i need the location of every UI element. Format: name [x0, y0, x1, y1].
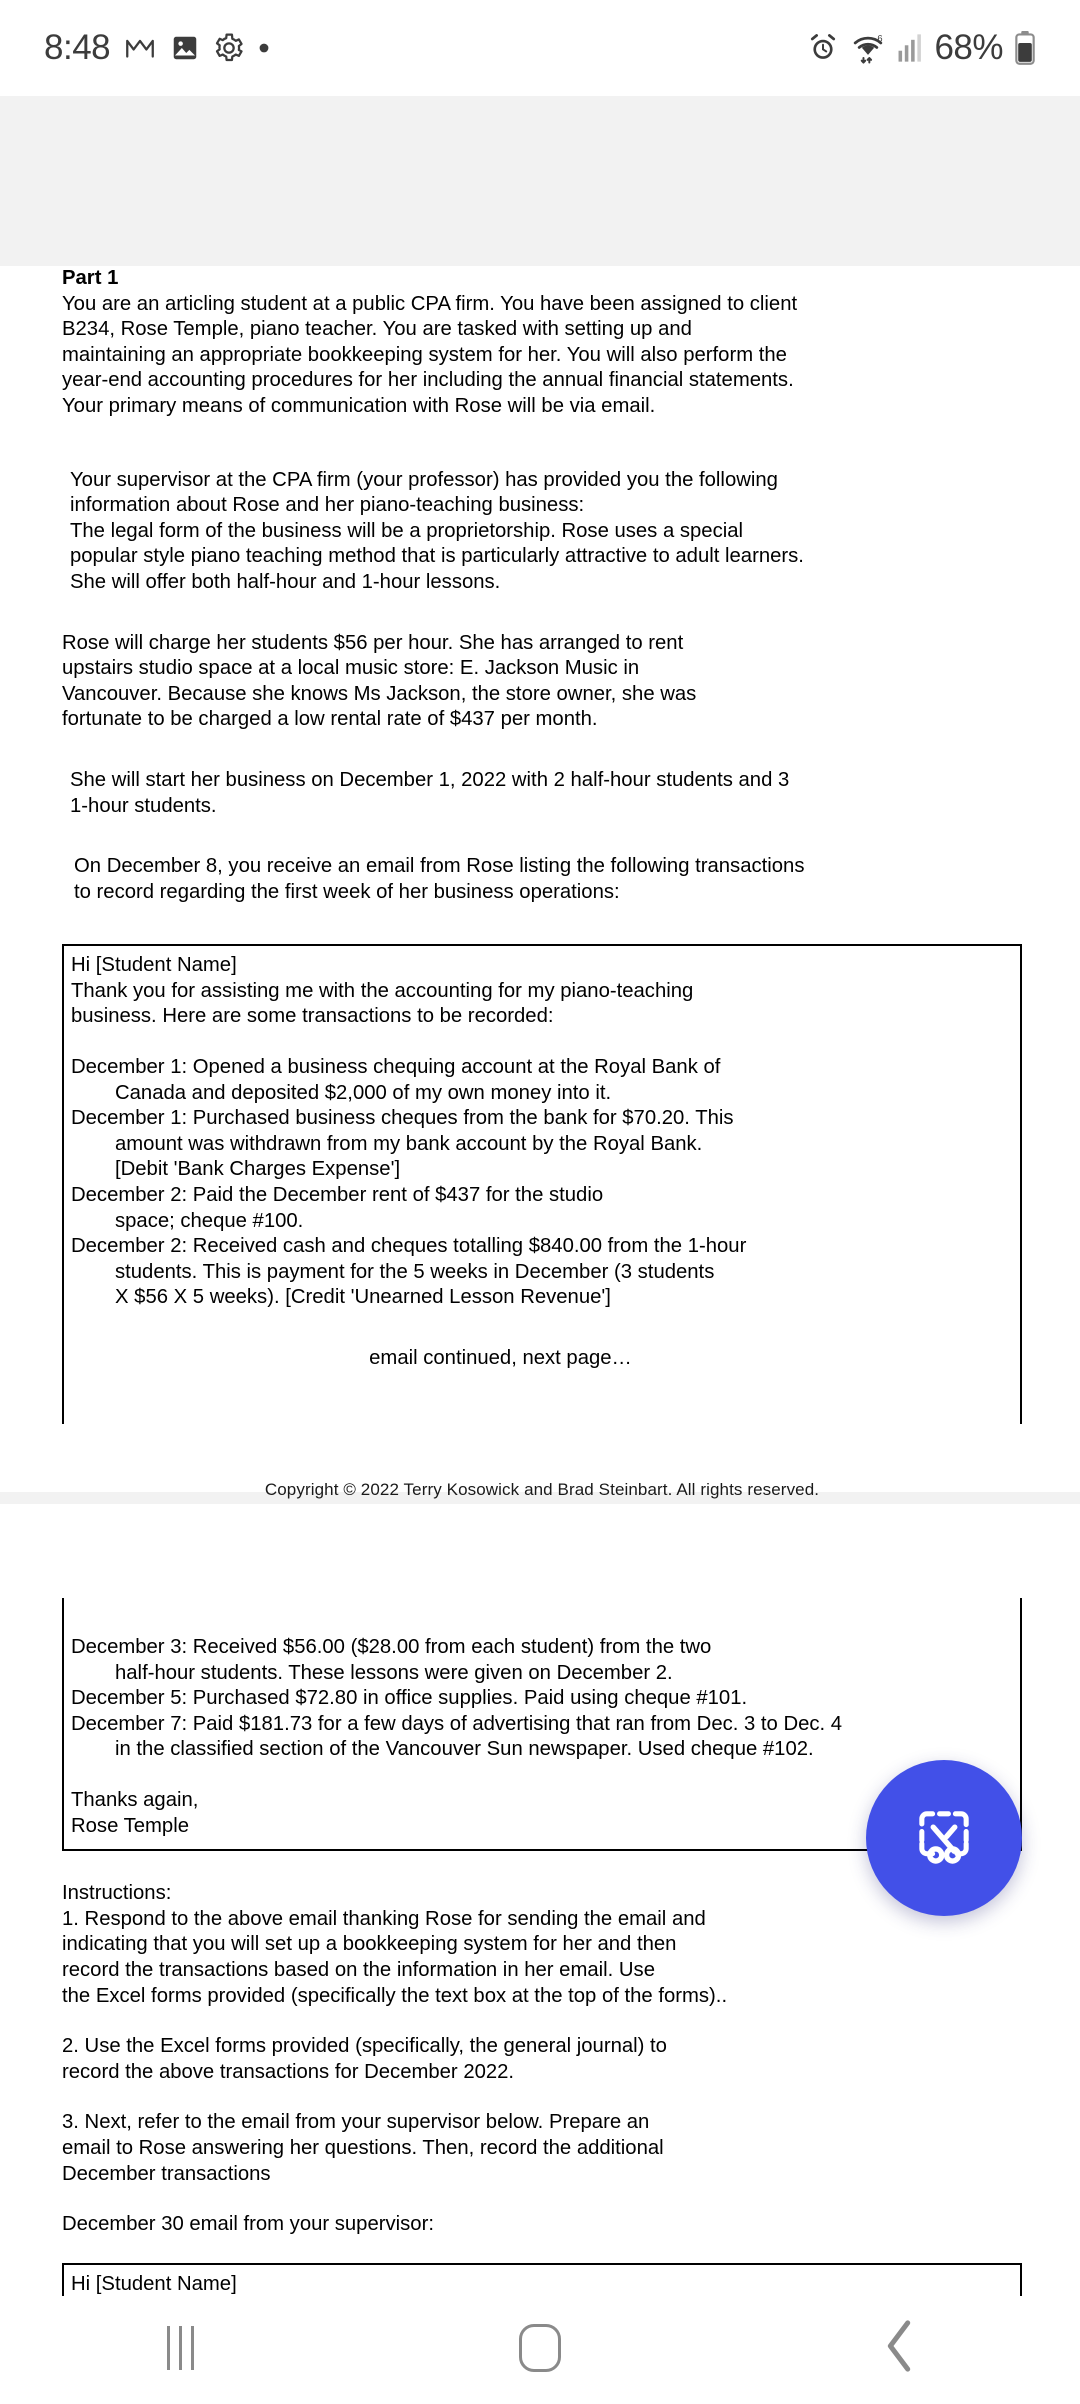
email-intro-line: to record regarding the first week of her business operations: [74, 880, 620, 903]
supervisor-line: information about Rose and her piano-teaching business: [70, 494, 585, 517]
spacer [71, 1030, 1010, 1055]
transaction-cont: space; cheque #100. [115, 1209, 304, 1232]
supervisor-line: Your supervisor at the CPA firm (your professor) has provided you the following [70, 468, 778, 491]
spacer [71, 1763, 1010, 1788]
email-intro-paragraph [62, 854, 1022, 905]
transaction-cont: X $56 X 5 weeks). [Credit 'Unearned Lesson Revenue'] [115, 1286, 611, 1309]
transaction-item [71, 1055, 1010, 1106]
home-button[interactable] [360, 2296, 720, 2400]
intro-line: Your primary means of communication with Rose will be via email. [62, 394, 656, 417]
svg-text:6: 6 [877, 33, 883, 44]
instruction-line: December transactions [62, 2162, 271, 2185]
supervisor-email-label: December 30 email from your supervisor: [62, 2213, 434, 2236]
instruction-line: email to Rose answering her questions. Then, record the additional [62, 2136, 664, 2159]
spacer [62, 905, 1022, 940]
start-line: She will start her business on December 1, 2022 with 2 half-hour students and 3 [70, 768, 790, 791]
spacer [62, 420, 1022, 468]
instruction-line: record the transactions based on the information in her email. Use [62, 1958, 655, 1981]
rates-line: Vancouver. Because she knows Ms Jackson, the store owner, she was [62, 682, 697, 705]
rates-paragraph [62, 631, 1022, 733]
android-navigation-bar [0, 2296, 1080, 2400]
spacer [62, 2238, 1022, 2263]
spacer [62, 2187, 1022, 2212]
transaction-lead: December 3: Received $56.00 ($28.00 from each student) from the two [71, 1636, 712, 1658]
start-date-paragraph [62, 768, 1022, 819]
dot-indicator-icon [258, 42, 270, 54]
instruction-item-3 [62, 2110, 1022, 2187]
back-button[interactable] [720, 2296, 1080, 2400]
wifi-6-icon [850, 32, 886, 64]
screenshot-crop-button[interactable] [866, 1760, 1022, 1916]
intro-line: year-end accounting procedures for her including the annual financial statements. [62, 369, 794, 392]
email-signoff-line: Rose Temple [71, 1814, 189, 1837]
supervisor-paragraph [62, 468, 1022, 596]
transaction-lead: December 2: Received cash and cheques totalling $840.00 from the 1-hour [71, 1235, 747, 1258]
transaction-lead: December 7: Paid $181.73 for a few days of advertising that ran from Dec. 3 to Dec. 4 [71, 1712, 843, 1735]
transaction-lead: December 5: Purchased $72.80 in office supplies. Paid using cheque #101. [71, 1687, 748, 1710]
spacer [62, 2085, 1022, 2110]
status-bar-left [44, 28, 270, 68]
transaction-item [71, 1686, 1010, 1712]
back-chevron-icon [879, 2319, 921, 2378]
supervisor-line: She will offer both half-hour and 1-hour lessons. [70, 570, 501, 593]
alarm-icon [807, 32, 839, 64]
supervisor-email-greeting: Hi [Student Name] [71, 2272, 237, 2295]
instruction-line: 1. Respond to the above email thanking Rose for sending the email and [62, 1907, 706, 1930]
scissors-crop-icon [906, 1798, 982, 1879]
transaction-item [71, 1712, 1010, 1763]
transaction-item [71, 1635, 1010, 1686]
transaction-cont: in the classified section of the Vancouver Sun newspaper. Used cheque #102. [115, 1738, 814, 1761]
instruction-line: 3. Next, refer to the email from your supervisor below. Prepare an [62, 2111, 650, 2134]
intro-line: maintaining an appropriate bookkeeping system for her. You will also perform the [62, 343, 787, 366]
supervisor-line: The legal form of the business will be a proprietorship. Rose uses a special [70, 519, 744, 542]
start-line: 1-hour students. [70, 794, 217, 817]
spacer [62, 819, 1022, 854]
rose-email-box [62, 944, 1022, 1423]
instruction-item-1 [62, 1907, 1022, 2009]
home-icon [519, 2324, 561, 2372]
spacer [71, 1372, 1010, 1414]
rates-line: upstairs studio space at a local music store: E. Jackson Music in [62, 657, 640, 680]
document-page-2 [0, 1504, 1080, 2404]
transaction-cont: half-hour students. These lessons were given on December 2. [115, 1661, 673, 1684]
intro-paragraph [62, 292, 1022, 420]
page-title: Part 1 [62, 267, 119, 289]
copyright-footer: Copyright © 2022 Terry Kosowick and Brad Steinbart. All rights reserved. [264, 1479, 820, 1499]
rates-line: fortunate to be charged a low rental rate of $437 per month. [62, 708, 598, 731]
spacer [62, 2009, 1022, 2034]
transaction-lead: December 1: Opened a business chequing account at the Royal Bank of [71, 1056, 721, 1079]
spacer [71, 1311, 1010, 1346]
recents-icon [167, 2326, 194, 2370]
instruction-line: 2. Use the Excel forms provided (specifically, the general journal) to [62, 2035, 667, 2058]
instructions-heading: Instructions: [62, 1882, 172, 1905]
instruction-line: the Excel forms provided (specifically the text box at the top of the forms).. [62, 1984, 728, 2007]
status-bar [0, 0, 1080, 96]
spacer [62, 596, 1022, 631]
transaction-item [71, 1183, 1010, 1234]
settings-gear-icon [213, 32, 245, 64]
email-opening-line: business. Here are some transactions to be recorded: [71, 1005, 554, 1028]
email-greeting: Hi [Student Name] [71, 954, 237, 977]
document-page-1 [0, 266, 1080, 1499]
email-opening-line: Thank you for assisting me with the accounting for my piano-teaching [71, 979, 694, 1002]
document-scroll-area[interactable] [0, 96, 1080, 2296]
cell-signal-icon [897, 33, 923, 63]
instruction-line: indicating that you will set up a bookkeeping system for her and then [62, 1933, 677, 1956]
battery-percent-label: 68% [934, 28, 1003, 67]
rates-line: Rose will charge her students $56 per hour. She has arranged to rent [62, 631, 684, 654]
transaction-item [71, 1234, 1010, 1311]
transaction-cont: students. This is payment for the 5 weeks in December (3 students [115, 1260, 715, 1283]
transaction-cont: [Debit 'Bank Charges Expense'] [115, 1158, 401, 1181]
transaction-cont: Canada and deposited $2,000 of my own money into it. [115, 1081, 612, 1104]
status-time: 8:48 [44, 28, 111, 67]
supervisor-line: popular style piano teaching method that is particularly attractive to adult learners. [70, 545, 804, 568]
gmail-icon [123, 31, 157, 65]
email-signoff-line: Thanks again, [71, 1788, 199, 1811]
status-bar-right [807, 28, 1036, 68]
spacer [71, 1605, 1010, 1635]
spacer [62, 733, 1022, 768]
email-intro-line: On December 8, you receive an email from Rose listing the following transactions [74, 855, 805, 878]
photos-icon [170, 33, 200, 63]
email-continued-note: email continued, next page… [369, 1347, 632, 1369]
spacer [62, 1424, 1022, 1480]
transaction-lead: December 2: Paid the December rent of $437 for the studio [71, 1184, 604, 1207]
transaction-item [71, 1106, 1010, 1183]
instruction-line: record the above transactions for December 2022. [62, 2060, 515, 2083]
intro-line: You are an articling student at a public CPA firm. You have been assigned to client [62, 292, 798, 315]
recents-button[interactable] [0, 2296, 360, 2400]
transaction-lead: December 1: Purchased business cheques from the bank for $70.20. This [71, 1107, 734, 1130]
instruction-item-2 [62, 2034, 1022, 2085]
intro-line: B234, Rose Temple, piano teacher. You are tasked with setting up and [62, 318, 692, 341]
battery-icon [1014, 31, 1036, 65]
transaction-cont: amount was withdrawn from my bank account by the Royal Bank. [115, 1132, 703, 1155]
